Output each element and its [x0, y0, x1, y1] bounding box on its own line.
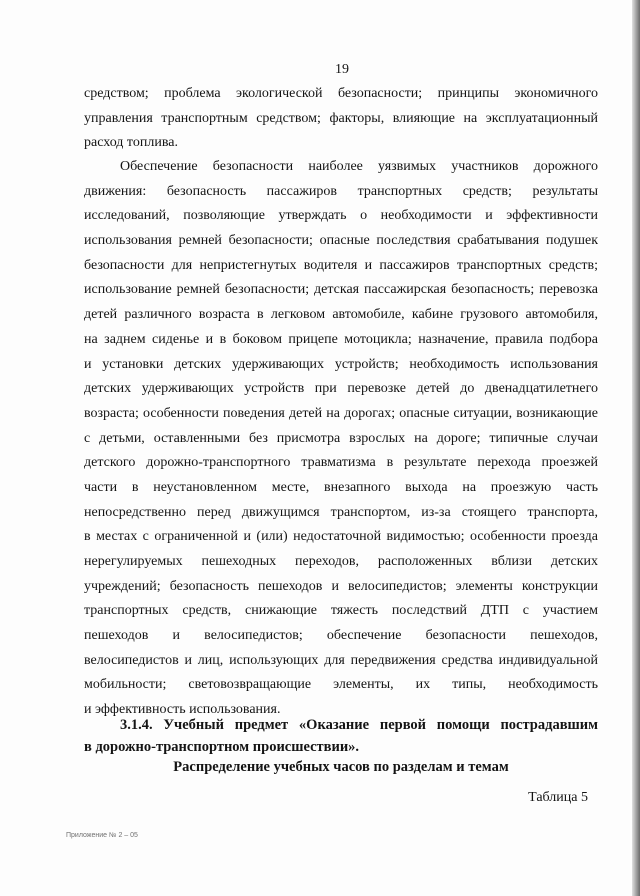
text-line: велосипедистов и лиц, использующих для передвижения средства индивидуальной [84, 652, 598, 668]
heading-line: 3.1.4. Учебный предмет «Оказание первой помощи пострадавшим [120, 717, 598, 733]
text-line: безопасности для непристегнутых водителя и пассажиров транспортных средств; [84, 257, 598, 273]
text-line: управления транспортным средством; факторы, влияющие на эксплуатационный [84, 110, 598, 126]
text-line: пешеходов и велосипедистов; обеспечение безопасности пешеходов, [84, 628, 598, 644]
text-line: части в неустановленном месте, внезапного выхода на проезжую часть [84, 479, 598, 495]
text-line: исследований, позволяющие утверждать о необходимости и эффективности [84, 208, 598, 224]
text-line: с детьми, оставленными без присмотра взрослых на дороге; типичные случаи [84, 430, 598, 446]
text-line: детских удерживающих устройств при перевозке детей до двенадцатилетнего [84, 381, 598, 397]
table-label: Таблица 5 [528, 790, 588, 805]
text-line: расход топлива. [84, 135, 178, 151]
top-paragraph [84, 82, 598, 156]
section-heading [84, 714, 598, 758]
text-line: транспортных средств, снижающие тяжесть последствий ДТП с участием [84, 603, 598, 619]
text-line: и установки детских удерживающих устройств; необходимость использования [84, 356, 598, 372]
page-number: 19 [335, 62, 349, 77]
text-line: учреждений; безопасность пешеходов и велосипедистов; элементы конструкции [84, 578, 598, 594]
text-line: использование ремней безопасности; детская пассажирская безопасность; перевозка [84, 282, 598, 298]
table-caption-heading: Распределение учебных часов по разделам и темам [173, 759, 509, 775]
text-line: мобильности; световозвращающие элементы, их типы, необходимость [84, 677, 598, 693]
main-paragraph [84, 155, 598, 723]
text-line: движения: безопасность пассажиров транспортных средств; результаты [84, 183, 598, 199]
text-line: в местах с ограниченной и (или) недостаточной видимостью; особенности проезда [84, 529, 598, 545]
text-line: на заднем сиденье и в боковом прицепе мотоцикла; назначение, правила подбора [84, 331, 598, 347]
text-line: использования ремней безопасности; опасные последствия срабатывания подушек [84, 233, 598, 249]
text-line: возраста; особенности поведения детей на дорогах; опасные ситуации, возникающие [84, 405, 598, 421]
scan-edge-shadow [632, 0, 640, 896]
heading-line: в дорожно-транспортном происшествии». [84, 739, 360, 755]
text-line: средством; проблема экологической безопасности; принципы экономичного [84, 86, 598, 101]
text-line: непосредственно перед движущимся транспортом, из-за стоящего транспорта, [84, 504, 598, 520]
text-line: нерегулируемых пешеходных переходов, расположенных вблизи детских [84, 554, 598, 569]
text-line: детей различного возраста в легковом автомобиле, кабине грузового автомобиля, [84, 307, 598, 323]
text-line: Обеспечение безопасности наиболее уязвимых участников дорожного [120, 159, 598, 174]
text-line: детского дорожно-транспортного травматизма в результате перехода проезжей [84, 455, 598, 471]
text-line: и эффективность использования. [84, 702, 281, 718]
footer-note: Приложение № 2 – 05 [66, 832, 138, 839]
